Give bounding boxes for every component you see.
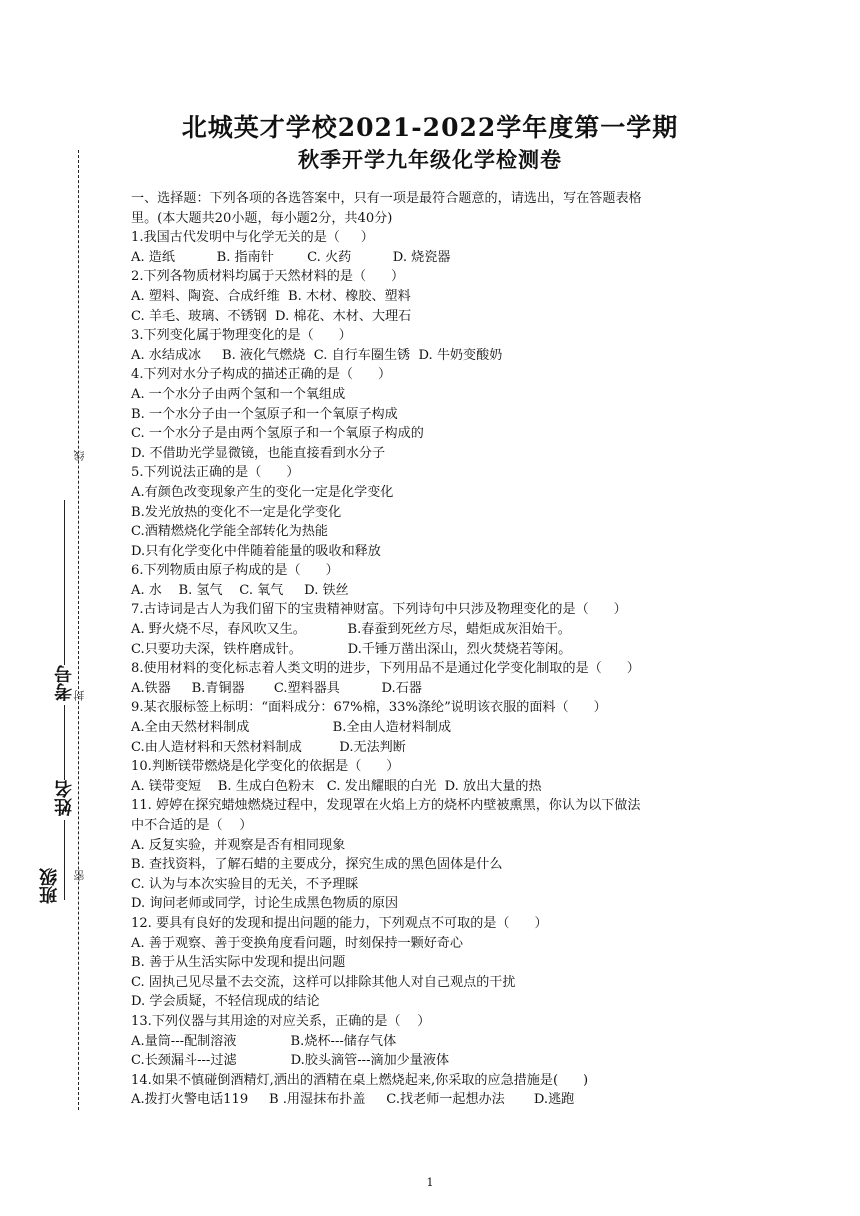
text-line: 5.下列说法正确的是（ ） <box>131 465 300 481</box>
text-line: 1.我国古代发明中与化学无关的是（ ） <box>131 230 374 246</box>
text-line: A. 一个水分子由两个氢和一个氧组成 <box>131 386 346 402</box>
page-subtitle: 秋季开学九年级化学检测卷 <box>298 147 562 172</box>
text-line: B. 一个水分子由一个氢原子和一个氧原子构成 <box>131 406 398 422</box>
seal-dashed-line <box>78 150 79 1110</box>
text-line: 11. 婷婷在探究蜡烛燃烧过程中，发现罩在火焰上方的烧杯内壁被熏黑，你认为以下做法 <box>131 798 641 814</box>
text-line: B.发光放热的变化不一定是化学变化 <box>131 504 342 520</box>
text-line: C.酒精燃烧化学能全部转化为热能 <box>131 524 329 540</box>
text-line: 4.下列对水分子构成的描述正确的是（ ） <box>131 367 392 383</box>
text-line: D.只有化学变化中伴随着能量的吸收和释放 <box>131 543 381 559</box>
seal-char-line: 线 <box>73 450 86 461</box>
text-line: C. 固执己见尽量不去交流，这样可以排除其他人对自己观点的干扰 <box>131 974 516 990</box>
page-title: 北城英才学校2021-2022学年度第一学期 <box>181 113 679 142</box>
text-line: A. 塑料、陶瓷、合成纤维 B. 木材、橡胶、塑料 <box>131 288 411 304</box>
page-number: 1 <box>426 1176 434 1189</box>
student-name-label: 姓名 <box>54 780 75 816</box>
text-line: C.长颈漏斗---过滤 D.胶头滴管---滴加少量液体 <box>131 1053 450 1069</box>
text-line: A. 造纸 B. 指南针 C. 火药 D. 烧瓷器 <box>131 249 451 265</box>
text-line: A.全由天然材料制成 B.全由人造材料制成 <box>131 720 452 736</box>
text-line: 10.判断镁带燃烧是化学变化的依据是（ ） <box>131 759 400 775</box>
text-line: D. 询问老师或同学，讨论生成黑色物质的原因 <box>131 896 399 912</box>
exam-number-label: 考号 <box>54 665 75 701</box>
class-label: 班级 <box>39 868 60 904</box>
binding-margin <box>0 0 110 1216</box>
text-line: 7.古诗词是古人为我们留下的宝贵精神财富。下列诗句中只涉及物理变化的是（ ） <box>131 602 627 618</box>
text-line: A. 水 B. 氢气 C. 氧气 D. 铁丝 <box>131 582 349 598</box>
text-line: D. 学会质疑，不轻信现成的结论 <box>131 994 320 1010</box>
text-line: A. 镁带变短 B. 生成白色粉末 C. 发出耀眼的白光 D. 放出大量的热 <box>131 778 542 794</box>
text-line: A. 反复实验，并观察是否有相同现象 <box>131 837 346 853</box>
text-line: 一、选择题：下列各项的各选答案中，只有一项是最符合题意的，请选出，写在答题表格 <box>131 191 642 206</box>
text-line: C. 认为与本次实验目的无关，不予理睬 <box>131 876 359 892</box>
text-line: C. 羊毛、玻璃、不锈钢 D. 棉花、木材、大理石 <box>131 308 412 324</box>
class-blank-line <box>64 820 65 900</box>
text-line: B. 查找资料，了解石蜡的主要成分，探究生成的黑色固体是什么 <box>131 857 503 873</box>
text-line: D. 不借助光学显微镜，也能直接看到水分子 <box>131 445 386 461</box>
text-line: C. 一个水分子是由两个氢原子和一个氧原子构成的 <box>131 426 424 442</box>
text-line: 9.某衣服标签上标明：“面料成分：67%棉，33%涤纶”说明该衣服的面料（ ） <box>131 700 607 716</box>
text-line: A.量筒---配制溶液 B.烧杯---储存气体 <box>131 1033 397 1049</box>
seal-char-seal: 封 <box>73 690 86 701</box>
text-line: 中不合适的是（ ） <box>131 818 253 833</box>
text-line: 2.下列各物质材料均属于天然材料的是（ ） <box>131 269 405 285</box>
text-line: 3.下列变化属于物理变化的是（ ） <box>131 328 352 344</box>
question-body <box>131 189 731 1110</box>
text-line: C.由人造材料和天然材料制成 D.无法判断 <box>131 739 406 755</box>
text-line: 12. 要具有良好的发现和提出问题的能力，下列观点不可取的是（ ） <box>131 915 548 931</box>
text-line: A.有颜色改变现象产生的变化一定是化学变化 <box>131 484 394 500</box>
name-blank-line <box>64 705 65 780</box>
text-line: 8.使用材料的变化标志着人类文明的进步，下列用品不是通过化学变化制取的是（ ） <box>131 661 640 677</box>
text-line: A.拨打火警电话119 B .用湿抹布扑盖 C.找老师一起想办法 D.逃跑 <box>131 1092 575 1108</box>
number-blank-line <box>64 500 65 665</box>
text-line: C.只要功夫深，铁杵磨成针。 D.千锤万凿出深山，烈火焚烧若等闲。 <box>131 641 572 657</box>
text-line: A. 野火烧不尽，春风吹又生。 B.春蚕到死丝方尽，蜡炬成灰泪始干。 <box>131 622 571 638</box>
text-line: A.铁器 B.青铜器 C.塑料器具 D.石器 <box>131 680 422 696</box>
seal-char-secret: 密 <box>73 870 86 881</box>
text-line: B. 善于从生活实际中发现和提出问题 <box>131 955 346 971</box>
text-line: 里。(本大题共20小题，每小题2分，共40分) <box>131 210 393 226</box>
text-line: 13.下列仪器与其用途的对应关系，正确的是（ ） <box>131 1013 431 1029</box>
text-line: A. 水结成冰 B. 液化气燃烧 C. 自行车圈生锈 D. 牛奶变酸奶 <box>131 347 503 363</box>
text-line: A. 善于观察、善于变换角度看问题，时刻保持一颗好奇心 <box>131 935 464 951</box>
text-line: 14.如果不慎碰倒酒精灯,洒出的酒精在桌上燃烧起来,你采取的应急措施是( ) <box>131 1072 589 1088</box>
text-line: 6.下列物质由原子构成的是（ ） <box>131 563 339 579</box>
